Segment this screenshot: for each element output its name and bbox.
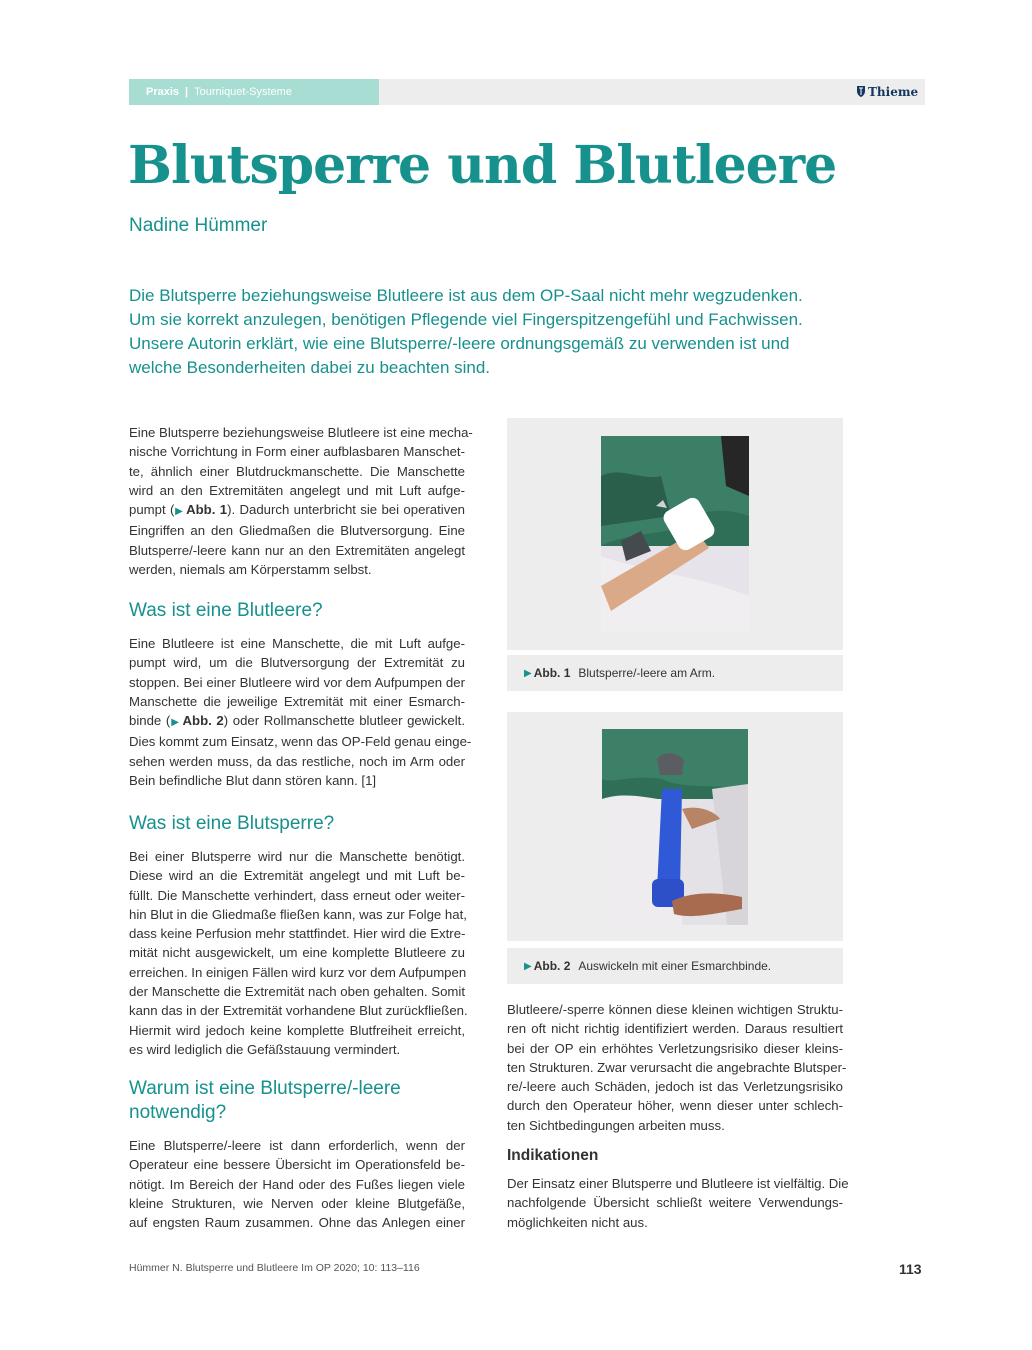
section-heading: Was ist eine Blutleere?: [129, 600, 323, 621]
text-line: wird an den Extremitäten angelegt und mit Luft aufge-: [129, 482, 465, 498]
text-line: Manschette die jeweilige Extremität mit einer Esmarch-: [129, 693, 465, 709]
text-line: Der Einsatz einer Blutsperre und Blutleere ist vielfältig. Die: [507, 1176, 849, 1191]
text-line: nische Vorrichtung in Form einer aufblasbaren Manschet-: [129, 444, 465, 460]
footer-citation: Hümmer N. Blutsperre und Blutleere Im OP 2020; 10: 113–116: [129, 1262, 420, 1274]
article-lead: [129, 284, 839, 380]
text-line: pumpt wird, um die Blutversorgung der Extremität zu: [129, 655, 465, 671]
caption-arrow-icon: ▶: [524, 667, 532, 679]
text-line: Hiermit wird jedoch keine komplette Blutfreiheit erreicht,: [129, 1022, 465, 1038]
text-line: Eine Blutsperre beziehungsweise Blutleere ist eine mecha-: [129, 425, 473, 440]
lead-line: Unsere Autorin erklärt, wie eine Blutsperre/-leere ordnungsgemäß zu verwenden ist und: [129, 334, 790, 353]
text-line: te, ähnlich einer Blutdruckmanschette. Die Manschette: [129, 463, 465, 479]
text-line: dass keine Perfusion mehr stattfindet. Hier wird die Extre-: [129, 926, 466, 942]
text-line: Dies kommt zum Einsatz, wenn das OP-Feld genau einge-: [129, 734, 472, 750]
section2-paragraph: [129, 847, 468, 1059]
text-line: Diese wird an die Extremität angelegt und mit Luft be-: [129, 868, 465, 884]
right-paragraph: [507, 1000, 847, 1135]
article-title: Blutsperre und Blutleere: [128, 135, 837, 196]
figure-label: Abb. 2: [533, 959, 571, 973]
section3-paragraph: [129, 1136, 465, 1232]
text-line: es wird lediglich die Gefäßstauung vermindert.: [129, 1041, 401, 1057]
text-line: ten Sichtbedingungen arbeiten muss.: [507, 1117, 725, 1133]
figure-1-caption: [507, 655, 843, 691]
text-line: ren oft nicht richtig identifiziert werden. Daraus resultiert: [507, 1021, 843, 1037]
header-section-label: [146, 79, 292, 105]
header-separator: |: [185, 86, 189, 98]
text-line: stoppen. Bei einer Blutleere wird vor dem Aufpumpen der: [129, 674, 465, 690]
indikationen-paragraph: [507, 1174, 849, 1232]
header-band: [379, 79, 925, 105]
lead-line: Um sie korrekt anzulegen, benötigen Pflegende viel Fingerspitzengefühl und Fachwissen.: [129, 310, 803, 329]
section-heading: Was ist eine Blutsperre?: [129, 813, 335, 834]
text-line: re/-leere auch Schäden, jedoch ist das Verletzungsrisiko: [507, 1079, 843, 1095]
text-line: Eine Blutleere ist eine Manschette, die mit Luft aufge-: [129, 636, 465, 651]
figure-1-panel: [507, 418, 843, 650]
text-line: durch den Operateur höher, wenn dieser unter schlech-: [507, 1098, 843, 1114]
article-author: Nadine Hümmer: [129, 215, 268, 236]
text-line: ten Strukturen. Zwar verursacht die angebrachte Blutsper-: [507, 1059, 847, 1075]
text-line: bei der OP ein erhöhtes Verletzungsrisiko dieser kleins-: [507, 1040, 843, 1056]
text-line: Bei einer Blutsperre wird nur die Manschette benötigt.: [129, 849, 465, 864]
text-line: füllt. Die Manschette verhindert, dass erneut oder weiter-: [129, 887, 465, 903]
text-line: Operateur eine bessere Übersicht im Operationsfeld be-: [129, 1157, 465, 1173]
text-line: werden, niemals am Körperstamm selbst.: [129, 562, 372, 578]
section1-paragraph: [129, 634, 472, 790]
text-line: Eine Blutsperre/-leere ist dann erforderlich, wenn der: [129, 1138, 465, 1153]
text-line: mität nicht ausgewickelt, um eine komplette Blutleere zu: [129, 945, 465, 961]
figure-1-photo: [601, 436, 749, 632]
lead-line: welche Besonderheiten dabei zu beachten sind.: [129, 358, 491, 377]
figure-label: Abb. 1: [533, 666, 571, 680]
section-heading: [129, 1077, 401, 1125]
intro-paragraph: [129, 423, 473, 579]
figure-2-caption: [507, 948, 843, 984]
text-line: hin Blut in die Gliedmaße fließen kann, was zur Folge hat,: [129, 906, 467, 922]
text-line: Bein befindliche Blut dann stören kann. [1]: [129, 773, 377, 789]
publisher-name: Thieme: [868, 85, 919, 99]
subsection-heading: Indikationen: [507, 1147, 599, 1164]
text-line: auf engsten Raum zusammen. Ohne das Anlegen einer: [129, 1215, 465, 1231]
text-line: nachfolgende Übersicht schließt weitere Verwendungs-: [507, 1195, 843, 1211]
text-line: möglichkeiten nicht aus.: [507, 1214, 648, 1230]
caption-arrow-icon: ▶: [524, 960, 532, 972]
figure-2-photo: [602, 729, 748, 925]
figure-caption-text: Blutsperre/-leere am Arm.: [578, 666, 716, 680]
figure-ref-link[interactable]: Abb. 2: [182, 713, 224, 729]
figure-ref-arrow-icon: ▶: [170, 717, 180, 729]
thieme-crest-icon: [856, 85, 866, 98]
figure-ref-arrow-icon: ▶: [174, 506, 184, 518]
page-number: 113: [899, 1261, 922, 1277]
text-line: kann das in der Extremität vorhandene Blut zurückfließen.: [129, 1003, 468, 1019]
text-line: erreichen. In einigen Fällen wird kurz vor dem Aufpumpen: [129, 964, 467, 980]
text-line: binde (▶ Abb. 2) oder Rollmanschette blutleer gewickelt.: [129, 713, 465, 729]
heading-line: notwendig?: [129, 1102, 227, 1123]
publisher-logo: [856, 79, 918, 105]
text-line: pumpt (▶ Abb. 1). Dadurch unterbricht sie bei operativen: [129, 502, 465, 518]
text-line: nötigt. Im Bereich der Hand oder des Fußes liegen viele: [129, 1176, 465, 1192]
figure-caption-text: Auswickeln mit einer Esmarchbinde.: [578, 959, 772, 973]
figure-2-panel: [507, 712, 843, 941]
text-line: kleine Strukturen, wie Nerven oder kleine Blutgefäße,: [129, 1195, 465, 1211]
header-section: Praxis: [146, 86, 180, 98]
text-line: sehen werden muss, da das restliche, noch im Arm oder: [129, 753, 465, 769]
header-topic: Tourniquet-Systeme: [194, 86, 292, 98]
heading-line: Warum ist eine Blutsperre/-leere: [129, 1078, 401, 1099]
figure-ref-link[interactable]: Abb. 1: [186, 502, 228, 518]
text-line: der Manschette die Extremität nach oben gehalten. Somit: [129, 984, 465, 1000]
text-line: Blutsperre/-leere kann nur an den Extremitäten angelegt: [129, 542, 465, 558]
text-line: Eingriffen an den Gliedmaßen die Blutversorgung. Eine: [129, 523, 465, 539]
text-line: Blutleere/-sperre können diese kleinen wichtigen Struktu-: [507, 1002, 843, 1017]
lead-line: Die Blutsperre beziehungsweise Blutleere ist aus dem OP-Saal nicht mehr wegzudenken.: [129, 286, 803, 305]
